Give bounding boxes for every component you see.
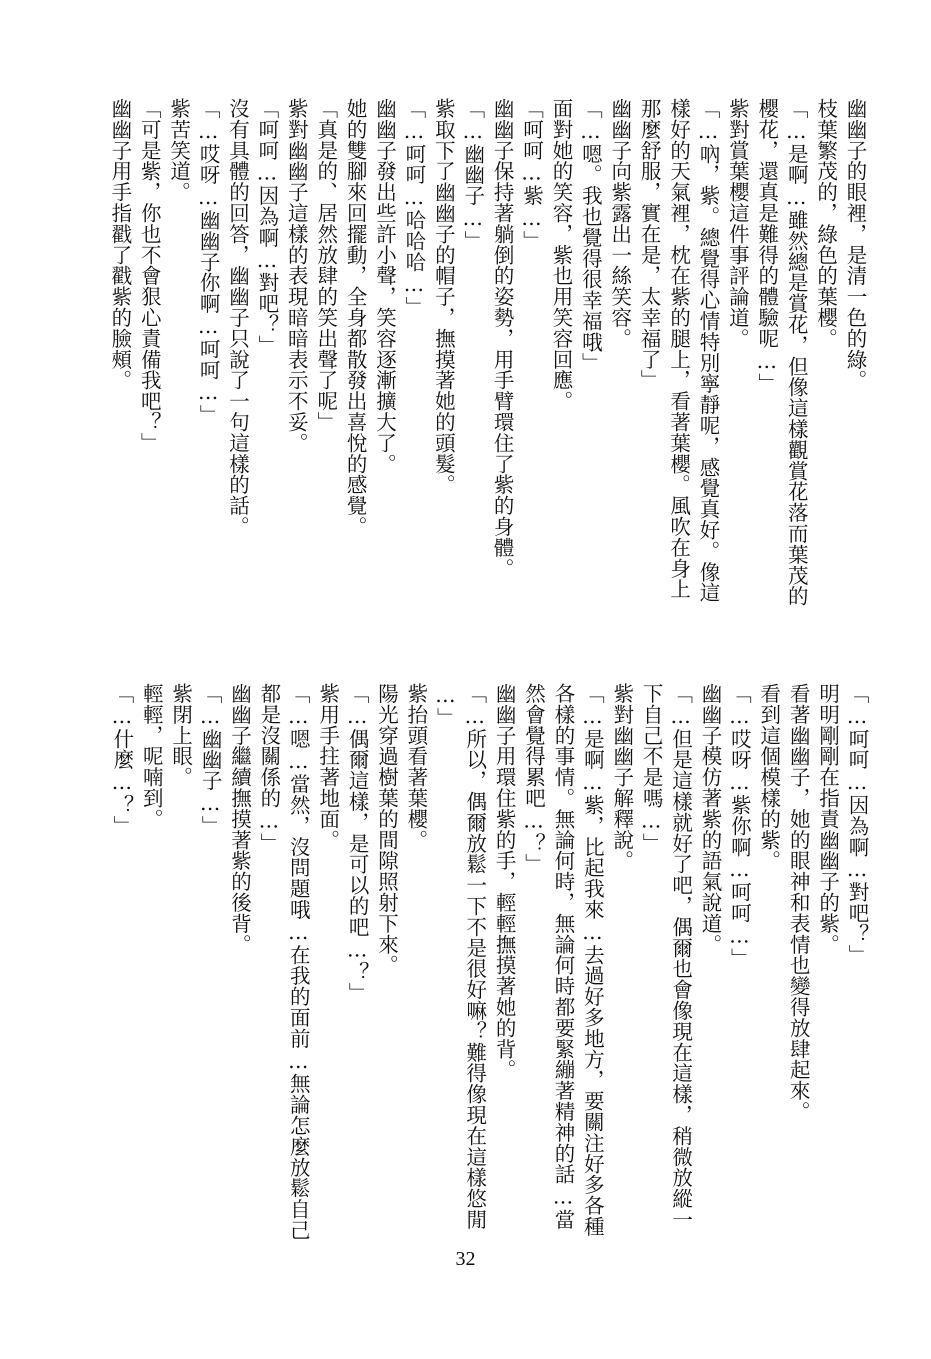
text-line: 樣好的天氣裡，枕在紫的腿上，看著葉櫻。風吹在身上: [666, 98, 691, 600]
text-line: 都是沒關係的…」: [256, 683, 281, 854]
text-line: 「可是紫，你也不會狠心責備我吧？」: [137, 98, 162, 454]
text-line: 幽幽子用環住紫的手，輕輕撫摸著她的背。: [492, 683, 517, 1081]
lower-text-block: [106, 683, 871, 1241]
text-line: 她的雙腳來回擺動，全身都散發出喜悅的感覺。: [343, 98, 368, 537]
text-line: 紫對幽幽子解釋說。: [609, 683, 634, 872]
text-line: 幽幽子向紫露出一絲笑容。: [607, 98, 632, 349]
text-line: 紫用手拄著地面。: [315, 683, 340, 851]
text-line: 「…但是這樣就好了吧，偶爾也會像現在這樣，稍微放縱一: [668, 683, 693, 1230]
text-line: 「…呵呵…哈哈哈…」: [401, 98, 426, 318]
text-line: 明明剛剛在指責幽幽子的紫。: [815, 683, 840, 955]
upper-text-block: [104, 98, 869, 618]
text-line: 「…嗯…當然，沒問題哦…在我的面前…無論怎麼放鬆自己: [286, 683, 311, 1241]
text-line: 「…所以，偶爾放鬆一下不是很好嘛？難得像現在這樣悠閒: [462, 683, 487, 1230]
text-line: 「…吶，紫。總覺得心情特別寧靜呢，感覺真好。像這: [695, 98, 720, 604]
text-line: 「…偶爾這樣，是可以的吧…？」: [345, 683, 370, 1004]
text-line: 幽幽子的眼裡，是清一色的綠。: [843, 98, 867, 391]
text-line: 「呵呵…紫…」: [519, 98, 544, 252]
text-line: 「呵呵…因為啊…對吧？」: [254, 98, 279, 356]
text-line: 然會覺得累吧…？」: [521, 683, 546, 875]
text-line: 看著幽幽子，她的眼神和表情也變得放肆起來。: [786, 683, 811, 1122]
text-line: 陽光穿過樹葉的間隙照射下來。: [374, 683, 399, 976]
text-line: 「真是的、居然放肆的笑出聲了呢」: [313, 98, 338, 433]
text-line: 紫對賞葉櫻這件事評論道。: [725, 98, 750, 349]
text-line: 各樣的事情。無論何時，無論何時都要緊繃著精神的話…當: [550, 683, 575, 1230]
text-line: 那麼舒服，實在是，太幸福了」: [637, 98, 662, 391]
text-line: …」: [433, 683, 458, 729]
text-line: 下自己不是嗎…」: [639, 683, 664, 854]
text-line: 「…呵呵…因為啊…對吧？」: [845, 683, 869, 966]
text-line: 幽幽子用手指戳了戳紫的臉頰。: [107, 98, 132, 391]
text-line: 沒有具體的回答，幽幽子只說了一句這樣的話。: [225, 98, 250, 537]
text-line: 紫對幽幽子這樣的表現暗暗表示不妥。: [284, 98, 309, 454]
text-line: 「…哎呀…紫你啊…呵呵…」: [727, 683, 752, 969]
text-line: 「…什麼…？」: [109, 683, 134, 837]
text-line: 紫抬頭看著葉櫻。: [403, 683, 428, 851]
page-number: 32: [455, 1248, 476, 1270]
text-line: 「…是啊…紫，比起我來…去過好多地方，要關注好多各種: [580, 683, 605, 1237]
text-line: 「…嗯。我也覺得很幸福哦」: [578, 98, 603, 374]
text-line: 紫取下了幽幽子的帽子，撫摸著她的頭髮。: [431, 98, 456, 496]
text-line: 輕輕，呢喃到。: [139, 683, 164, 830]
text-line: 櫻花，還真是難得的體驗呢…」: [754, 98, 779, 395]
text-line: 「…幽幽子…」: [198, 683, 223, 837]
text-line: 枝葉繁茂的，綠色的葉櫻。: [813, 98, 838, 349]
text-line: 「…是啊…雖然總是賞花，但像這樣觀賞花落而葉茂的: [784, 98, 809, 607]
text-line: 面對她的笑容，紫也用笑容回應。: [548, 98, 573, 412]
text-line: 紫閉上眼。: [168, 683, 193, 788]
text-line: 「…幽幽子…」: [460, 98, 485, 252]
text-line: 幽幽子保持著躺倒的姿勢，用手臂環住了紫的身體。: [490, 98, 515, 579]
text-line: 幽幽子繼續撫摸著紫的後背。: [227, 683, 252, 955]
text-line: 幽幽子發出些許小聲，笑容逐漸擴大了。: [372, 98, 397, 475]
text-line: 幽幽子模仿著紫的語氣說道。: [697, 683, 722, 955]
text-line: 看到這個模樣的紫。: [756, 683, 781, 872]
text-line: 「…哎呀…幽幽子你啊…呵呵…」: [196, 98, 221, 426]
text-line: 紫苦笑道。: [166, 98, 191, 203]
